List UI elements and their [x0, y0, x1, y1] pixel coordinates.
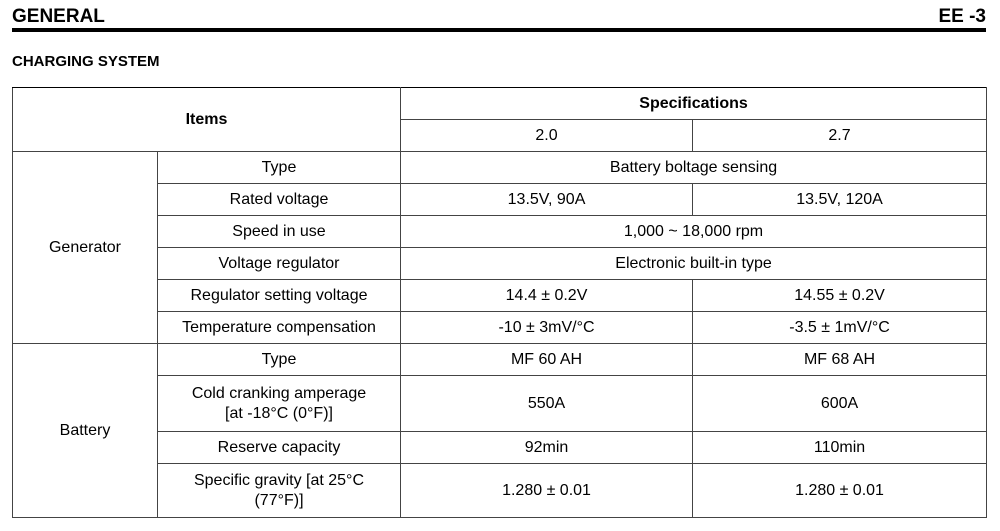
- temperature-compensation-label: Temperature compensation: [158, 312, 401, 344]
- cold-cranking-label: [158, 376, 401, 432]
- section-title: CHARGING SYSTEM: [12, 53, 160, 70]
- section-name: GENERAL: [12, 6, 105, 27]
- speed-in-use-value: 1,000 ~ 18,000 rpm: [401, 216, 987, 248]
- rated-voltage-label: Rated voltage: [158, 184, 401, 216]
- generator-type-label: Type: [158, 152, 401, 184]
- reserve-capacity-label: Reserve capacity: [158, 432, 401, 464]
- reserve-capacity-2-0: 92min: [401, 432, 693, 464]
- specific-gravity-2-0: 1.280 ± 0.01: [401, 464, 693, 518]
- voltage-regulator-label: Voltage regulator: [158, 248, 401, 280]
- cold-cranking-label-line2: [at -18°C (0°F)]: [225, 404, 333, 422]
- rated-voltage-2-7: 13.5V, 120A: [693, 184, 987, 216]
- regulator-setting-2-0: 14.4 ± 0.2V: [401, 280, 693, 312]
- rated-voltage-2-0: 13.5V, 90A: [401, 184, 693, 216]
- specific-gravity-2-7: 1.280 ± 0.01: [693, 464, 987, 518]
- generator-label: Generator: [13, 152, 158, 344]
- temperature-compensation-2-7: -3.5 ± 1mV/°C: [693, 312, 987, 344]
- column-header-2-0: 2.0: [401, 120, 693, 152]
- cold-cranking-2-0: 550A: [401, 376, 693, 432]
- regulator-setting-label: Regulator setting voltage: [158, 280, 401, 312]
- cold-cranking-2-7: 600A: [693, 376, 987, 432]
- page-number: EE -3: [938, 6, 986, 27]
- specific-gravity-label: [158, 464, 401, 518]
- battery-label: Battery: [13, 344, 158, 518]
- specific-gravity-label-line1: Specific gravity [at 25°C: [193, 471, 365, 489]
- battery-type-2-7: MF 68 AH: [693, 344, 987, 376]
- charging-system-table: [12, 87, 987, 518]
- specific-gravity-label-line2: (77°F)]: [254, 491, 304, 509]
- column-header-2-7: 2.7: [693, 120, 987, 152]
- generator-type-value: Battery boltage sensing: [401, 152, 987, 184]
- temperature-compensation-2-0: -10 ± 3mV/°C: [401, 312, 693, 344]
- page-header: [12, 6, 986, 32]
- speed-in-use-label: Speed in use: [158, 216, 401, 248]
- reserve-capacity-2-7: 110min: [693, 432, 987, 464]
- regulator-setting-2-7: 14.55 ± 0.2V: [693, 280, 987, 312]
- voltage-regulator-value: Electronic built-in type: [401, 248, 987, 280]
- items-header: Items: [13, 88, 401, 152]
- battery-type-2-0: MF 60 AH: [401, 344, 693, 376]
- battery-type-label: Type: [158, 344, 401, 376]
- cold-cranking-label-line1: Cold cranking amperage: [191, 384, 367, 402]
- specifications-header: Specifications: [401, 88, 987, 120]
